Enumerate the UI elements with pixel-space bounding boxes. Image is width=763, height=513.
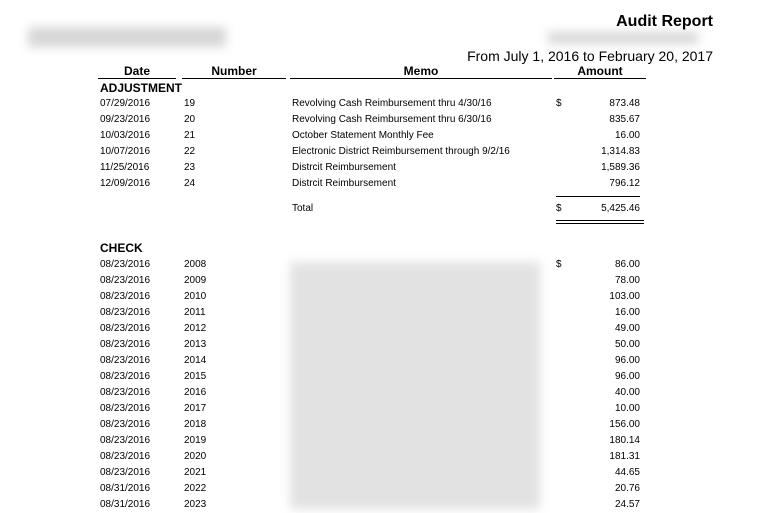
row-date: 08/23/2016 bbox=[100, 307, 151, 318]
row-number: 2011 bbox=[184, 307, 206, 318]
row-amount: 1,314.83 bbox=[601, 146, 640, 157]
row-dollar-sign: $ bbox=[556, 259, 562, 270]
row-date: 09/23/2016 bbox=[100, 114, 151, 125]
row-amount: 181.31 bbox=[609, 451, 640, 462]
table-row bbox=[0, 417, 763, 433]
total-double-rule bbox=[556, 220, 644, 224]
row-date: 08/23/2016 bbox=[100, 339, 151, 350]
table-row bbox=[0, 96, 763, 112]
row-amount: 49.00 bbox=[614, 323, 640, 334]
header-underline-date bbox=[98, 78, 176, 79]
table-row bbox=[0, 160, 763, 176]
row-memo: Electronic District Reimbursement through 9/2/16 bbox=[292, 146, 510, 157]
column-header-amount: Amount bbox=[577, 64, 623, 78]
row-memo: Distrcit Reimbursement bbox=[292, 162, 396, 173]
row-date: 11/25/2016 bbox=[100, 162, 150, 173]
row-date: 08/23/2016 bbox=[100, 291, 151, 302]
row-number: 2008 bbox=[184, 259, 207, 270]
table-row bbox=[0, 353, 763, 369]
row-date: 08/23/2016 bbox=[100, 387, 151, 398]
table-row bbox=[0, 449, 763, 465]
row-memo: Revolving Cash Reimbursement thru 4/30/16 bbox=[292, 98, 492, 109]
section-heading-check: CHECK bbox=[100, 241, 143, 255]
row-date: 08/31/2016 bbox=[100, 483, 151, 494]
table-row bbox=[0, 497, 763, 513]
row-amount: 180.14 bbox=[609, 435, 640, 446]
column-header-memo: Memo bbox=[403, 64, 439, 78]
row-date: 08/23/2016 bbox=[100, 275, 151, 286]
row-date: 08/23/2016 bbox=[100, 451, 151, 462]
column-header-date: Date bbox=[123, 64, 150, 78]
table-row bbox=[0, 289, 763, 305]
row-date: 08/31/2016 bbox=[100, 499, 151, 510]
row-number: 20 bbox=[184, 114, 196, 125]
report-title: Audit Report bbox=[616, 13, 713, 30]
row-date: 08/23/2016 bbox=[100, 435, 151, 446]
total-label: Total bbox=[292, 203, 314, 214]
row-number: 2017 bbox=[184, 403, 207, 414]
row-number: 2015 bbox=[184, 371, 207, 382]
table-row bbox=[0, 433, 763, 449]
row-number: 22 bbox=[184, 146, 196, 157]
table-row bbox=[0, 337, 763, 353]
row-amount: 1,589.36 bbox=[601, 162, 640, 173]
row-amount: 796.12 bbox=[609, 178, 640, 189]
row-number: 21 bbox=[184, 130, 196, 141]
row-amount: 44.65 bbox=[614, 467, 640, 478]
row-number: 2018 bbox=[184, 419, 207, 430]
row-date: 10/03/2016 bbox=[100, 130, 151, 141]
row-memo: Distrcit Reimbursement bbox=[292, 178, 396, 189]
header-underline-amount bbox=[554, 78, 646, 79]
row-number: 2010 bbox=[184, 291, 207, 302]
row-date: 08/23/2016 bbox=[100, 355, 151, 366]
row-amount: 86.00 bbox=[614, 259, 640, 270]
table-row bbox=[0, 128, 763, 144]
row-amount: 24.57 bbox=[614, 499, 640, 510]
row-amount: 96.00 bbox=[614, 371, 640, 382]
table-row bbox=[0, 385, 763, 401]
row-amount: 78.00 bbox=[614, 275, 640, 286]
subtotal-rule bbox=[556, 196, 640, 197]
table-row bbox=[0, 401, 763, 417]
row-date: 08/23/2016 bbox=[100, 371, 151, 382]
table-row bbox=[0, 321, 763, 337]
table-row bbox=[0, 305, 763, 321]
header-underline-memo bbox=[290, 78, 552, 79]
row-date: 08/23/2016 bbox=[100, 467, 151, 478]
section-heading-adjustment: ADJUSTMENT bbox=[100, 81, 183, 95]
row-number: 2021 bbox=[184, 467, 207, 478]
row-amount: 873.48 bbox=[609, 98, 640, 109]
row-number: 2009 bbox=[184, 275, 207, 286]
total-row bbox=[0, 201, 763, 217]
row-number: 2016 bbox=[184, 387, 207, 398]
report-date-range: From July 1, 2016 to February 20, 2017 bbox=[467, 48, 713, 64]
table-row bbox=[0, 369, 763, 385]
row-date: 08/23/2016 bbox=[100, 323, 151, 334]
table-row bbox=[0, 176, 763, 192]
row-amount: 96.00 bbox=[614, 355, 640, 366]
row-date: 10/07/2016 bbox=[100, 146, 151, 157]
table-row bbox=[0, 481, 763, 497]
redacted-header-field bbox=[548, 32, 698, 44]
row-number: 2019 bbox=[184, 435, 207, 446]
row-number: 24 bbox=[184, 178, 196, 189]
table-row bbox=[0, 257, 763, 273]
row-amount: 16.00 bbox=[614, 130, 640, 141]
row-dollar-sign: $ bbox=[556, 98, 562, 109]
row-number: 23 bbox=[184, 162, 196, 173]
row-memo: Revolving Cash Reimbursement thru 6/30/16 bbox=[292, 114, 492, 125]
total-dollar-sign: $ bbox=[556, 203, 562, 214]
row-amount: 40.00 bbox=[614, 387, 640, 398]
row-number: 2022 bbox=[184, 483, 207, 494]
row-date: 07/29/2016 bbox=[100, 98, 151, 109]
row-amount: 156.00 bbox=[609, 419, 640, 430]
row-amount: 103.00 bbox=[609, 291, 640, 302]
row-number: 2023 bbox=[184, 499, 207, 510]
table-row bbox=[0, 273, 763, 289]
row-number: 2013 bbox=[184, 339, 207, 350]
header-underline-number bbox=[182, 78, 286, 79]
total-amount: 5,425.46 bbox=[601, 203, 640, 214]
table-row bbox=[0, 112, 763, 128]
row-amount: 10.00 bbox=[614, 403, 640, 414]
row-number: 2020 bbox=[184, 451, 207, 462]
row-date: 08/23/2016 bbox=[100, 259, 151, 270]
row-number: 2014 bbox=[184, 355, 207, 366]
row-amount: 16.00 bbox=[614, 307, 640, 318]
table-row bbox=[0, 144, 763, 160]
row-date: 08/23/2016 bbox=[100, 403, 151, 414]
row-amount: 20.76 bbox=[614, 483, 640, 494]
column-header-number: Number bbox=[211, 64, 257, 78]
row-amount: 835.67 bbox=[609, 114, 640, 125]
row-memo: October Statement Monthly Fee bbox=[292, 130, 434, 141]
row-date: 12/09/2016 bbox=[100, 178, 151, 189]
row-number: 2012 bbox=[184, 323, 207, 334]
row-date: 08/23/2016 bbox=[100, 419, 151, 430]
table-row bbox=[0, 465, 763, 481]
row-amount: 50.00 bbox=[614, 339, 640, 350]
row-number: 19 bbox=[184, 98, 196, 109]
